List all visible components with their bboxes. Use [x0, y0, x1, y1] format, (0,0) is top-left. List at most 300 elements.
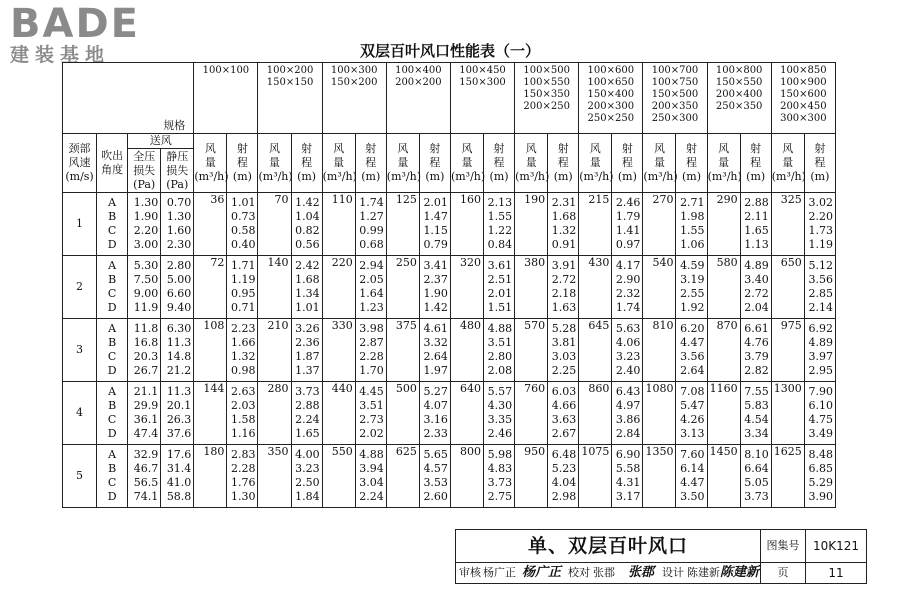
airflow-value: 760 [524, 382, 546, 395]
airflow-cell [771, 445, 804, 508]
total-loss-value: 9.00 [133, 287, 159, 300]
static-loss-value: 17.6 [166, 448, 192, 461]
throw-cell [676, 445, 707, 508]
airflow-value: 215 [588, 193, 610, 206]
throw-cell [484, 319, 515, 382]
throw-value: 4.59 [680, 259, 705, 272]
throw-value: 1.79 [615, 210, 641, 223]
page-number: 11 [828, 566, 844, 580]
airflow-value: 375 [395, 319, 417, 332]
total-loss-value: 36.1 [133, 413, 159, 426]
throw-value: 3.73 [744, 490, 769, 503]
static-loss-cell [161, 193, 194, 256]
throw-value: 3.53 [423, 476, 448, 489]
throw-value: 4.88 [487, 322, 513, 335]
size-group-header [771, 63, 835, 134]
throw-header [227, 134, 258, 193]
velocity-label-3: (m/s) [65, 170, 94, 183]
airflow-cell [258, 382, 291, 445]
throw-value: 2.20 [808, 210, 833, 223]
throw-value: 6.92 [808, 322, 833, 335]
size-label: 100×700 [651, 65, 699, 76]
static-loss-value: 11.3 [166, 385, 192, 398]
airflow-cell [579, 319, 612, 382]
static-loss-value: 6.60 [166, 287, 192, 300]
angle-value: D [107, 364, 117, 377]
airflow-cell [515, 193, 548, 256]
throw-cell [419, 445, 450, 508]
angle-value: D [107, 238, 117, 251]
throw-cell [740, 193, 771, 256]
angle-cell [97, 319, 128, 382]
airflow-value: 950 [524, 445, 546, 458]
static-loss-value: 1.60 [166, 224, 192, 237]
airflow-value: 108 [203, 319, 225, 332]
airflow-cell [194, 256, 227, 319]
throw-value: 4.83 [487, 462, 513, 475]
throw-value: 2.28 [359, 350, 384, 363]
throw-cell [227, 445, 258, 508]
size-group-header [450, 63, 514, 134]
airflow-cell [579, 256, 612, 319]
throw-value: 4.00 [295, 448, 320, 461]
total-loss-cell [128, 382, 161, 445]
throw-value: 2.33 [423, 427, 448, 440]
throw-value: 3.73 [295, 385, 320, 398]
throw-value: 3.40 [744, 273, 769, 286]
throw-value: 5.98 [487, 448, 513, 461]
throw-value: 2.01 [487, 287, 513, 300]
throw-value: 2.01 [423, 196, 448, 209]
throw-label-1: 射 [429, 142, 441, 155]
throw-header [355, 134, 386, 193]
airflow-cell [707, 256, 740, 319]
airflow-label-2: 量 [204, 156, 216, 169]
size-label: 100×500 [523, 65, 570, 76]
airflow-label-3: (m³/h) [322, 170, 357, 183]
throw-value: 3.35 [487, 413, 513, 426]
airflow-label-3: (m³/h) [771, 170, 806, 183]
throw-value: 1.51 [487, 301, 513, 314]
airflow-value: 110 [331, 193, 353, 206]
reviewer-name: 杨广正 [483, 566, 516, 579]
throw-value: 5.65 [423, 448, 448, 461]
throw-value: 3.61 [487, 259, 513, 272]
static-loss-value: 37.6 [166, 427, 192, 440]
static-loss-value: 26.3 [166, 413, 192, 426]
throw-value: 1.30 [230, 490, 256, 503]
throw-value: 1.13 [744, 238, 769, 251]
throw-cell [740, 256, 771, 319]
airflow-label-1: 风 [333, 142, 345, 155]
airflow-label-1: 风 [782, 142, 794, 155]
throw-value: 2.94 [359, 259, 384, 272]
throw-value: 2.13 [487, 196, 513, 209]
static-loss-value: 20.1 [166, 399, 192, 412]
throw-value: 2.40 [615, 364, 641, 377]
angle-value: D [107, 301, 117, 314]
angle-cell [97, 445, 128, 508]
throw-label-2: 程 [493, 156, 505, 169]
airflow-label-2: 量 [525, 156, 537, 169]
angle-cell [97, 382, 128, 445]
airflow-value: 570 [524, 319, 546, 332]
throw-value: 7.08 [680, 385, 705, 398]
throw-value: 1.98 [680, 210, 705, 223]
throw-cell [355, 319, 386, 382]
throw-value: 2.51 [487, 273, 513, 286]
throw-value: 2.23 [230, 322, 256, 335]
size-group-header [515, 63, 579, 134]
size-label: 200×400 [715, 89, 763, 100]
throw-value: 2.32 [615, 287, 641, 300]
throw-value: 7.55 [744, 385, 769, 398]
throw-value: 6.85 [808, 462, 833, 475]
size-label: 100×550 [523, 77, 570, 88]
watermark-brand: BADE [10, 1, 140, 47]
throw-value: 3.23 [615, 350, 641, 363]
velocity-cell: 4 [63, 382, 97, 445]
throw-value: 2.18 [551, 287, 577, 300]
throw-cell [291, 445, 322, 508]
throw-label-2: 程 [365, 156, 377, 169]
airflow-value: 70 [274, 193, 289, 206]
airflow-value: 870 [716, 319, 738, 332]
throw-value: 0.97 [615, 238, 641, 251]
static-loss-cell [161, 382, 194, 445]
throw-value: 1.87 [295, 350, 320, 363]
table-row [63, 319, 836, 382]
throw-value: 4.54 [744, 413, 769, 426]
airflow-label-1: 风 [718, 142, 730, 155]
airflow-cell [386, 319, 419, 382]
airflow-cell [643, 256, 676, 319]
airflow-value: 800 [460, 445, 482, 458]
airflow-value: 270 [652, 193, 674, 206]
airflow-label-1: 风 [204, 142, 216, 155]
throw-cell [227, 382, 258, 445]
total-loss-cell [128, 256, 161, 319]
velocity-label-1: 颈部 [68, 142, 91, 155]
throw-value: 6.64 [744, 462, 769, 475]
airflow-value: 290 [716, 193, 738, 206]
throw-value: 1.97 [423, 364, 448, 377]
throw-cell [612, 319, 643, 382]
total-loss-value: 47.4 [133, 427, 159, 440]
throw-label-3: (m) [232, 170, 252, 183]
throw-value: 5.28 [551, 322, 577, 335]
throw-value: 2.72 [551, 273, 577, 286]
airflow-cell [643, 193, 676, 256]
airflow-label-3: (m³/h) [194, 170, 229, 183]
throw-cell [740, 319, 771, 382]
throw-value: 4.04 [551, 476, 577, 489]
throw-value: 4.89 [744, 259, 769, 272]
throw-label-2: 程 [301, 156, 313, 169]
throw-cell [484, 445, 515, 508]
throw-cell [548, 319, 579, 382]
static-loss-value: 9.40 [166, 301, 192, 314]
size-label: 100×900 [780, 77, 827, 88]
throw-value: 0.56 [295, 238, 320, 251]
airflow-cell [322, 256, 355, 319]
size-group-header [322, 63, 386, 134]
throw-header [484, 134, 515, 193]
total-loss-value: 7.50 [133, 273, 159, 286]
airflow-value: 280 [267, 382, 289, 395]
throw-value: 1.71 [230, 259, 256, 272]
throw-cell [484, 256, 515, 319]
throw-label-2: 程 [814, 156, 826, 169]
throw-value: 1.01 [230, 196, 256, 209]
throw-value: 3.41 [423, 259, 448, 272]
table-row [63, 445, 836, 508]
throw-value: 1.74 [615, 301, 641, 314]
airflow-header [515, 134, 548, 193]
throw-cell [740, 445, 771, 508]
throw-cell [355, 193, 386, 256]
throw-value: 1.01 [295, 301, 320, 314]
throw-value: 2.55 [680, 287, 705, 300]
size-label: 100×800 [715, 65, 763, 76]
table-body [63, 63, 836, 508]
static-loss-cell [161, 256, 194, 319]
throw-value: 1.16 [230, 427, 256, 440]
throw-label-1: 射 [301, 142, 313, 155]
throw-value: 2.36 [295, 336, 320, 349]
airflow-value: 810 [652, 319, 674, 332]
spec-label: 规格 [163, 119, 186, 132]
throw-value: 1.68 [295, 273, 320, 286]
throw-value: 2.88 [744, 196, 769, 209]
airflow-header [450, 134, 486, 193]
airflow-value: 320 [460, 256, 482, 269]
throw-value: 4.47 [680, 476, 705, 489]
size-label: 100×100 [202, 65, 250, 76]
throw-value: 2.90 [615, 273, 641, 286]
throw-value: 5.23 [551, 462, 577, 475]
velocity-cell: 1 [63, 193, 97, 256]
static-loss-label-2: 损失 [166, 163, 189, 177]
angle-label-2: 角度 [101, 163, 124, 176]
airflow-label-3: (m³/h) [643, 170, 678, 183]
airflow-cell [515, 256, 548, 319]
airflow-cell [579, 445, 612, 508]
throw-value: 1.41 [615, 224, 641, 237]
atlas-number: 10K121 [806, 530, 866, 563]
throw-cell [355, 256, 386, 319]
static-loss-value: 21.2 [166, 364, 192, 377]
throw-value: 1.90 [423, 287, 448, 300]
throw-value: 6.90 [615, 448, 641, 461]
size-label: 150×150 [266, 77, 314, 88]
throw-value: 5.05 [744, 476, 769, 489]
total-loss-value: 29.9 [133, 399, 159, 412]
table-row [63, 382, 836, 445]
throw-cell [804, 445, 835, 508]
throw-value: 2.67 [551, 427, 577, 440]
throw-value: 3.50 [680, 490, 705, 503]
throw-value: 0.71 [230, 301, 256, 314]
throw-value: 2.46 [615, 196, 641, 209]
throw-value: 1.42 [423, 301, 448, 314]
checker-signature: 张郡 [628, 565, 655, 580]
size-label: 200×350 [651, 101, 699, 112]
throw-value: 1.06 [680, 238, 705, 251]
airflow-header [258, 134, 291, 193]
throw-value: 1.32 [551, 224, 577, 237]
airflow-value: 430 [588, 256, 610, 269]
size-label: 200×300 [587, 101, 635, 112]
static-loss-value: 1.30 [166, 210, 192, 223]
throw-header [291, 134, 322, 193]
throw-cell [804, 319, 835, 382]
airflow-cell [450, 445, 483, 508]
total-loss-value: 32.9 [133, 448, 159, 461]
throw-cell [291, 193, 322, 256]
designer-name: 陈建新 [687, 566, 720, 579]
size-label: 100×650 [587, 77, 635, 88]
throw-label-3: (m) [489, 170, 509, 183]
airflow-cell [707, 445, 740, 508]
airflow-value: 440 [331, 382, 353, 395]
airflow-cell [450, 382, 483, 445]
throw-value: 0.73 [230, 210, 256, 223]
airflow-label-2: 量 [782, 156, 794, 169]
throw-value: 5.12 [808, 259, 833, 272]
throw-cell [419, 256, 450, 319]
throw-label-1: 射 [621, 142, 633, 155]
airflow-label-1: 风 [397, 142, 409, 155]
airflow-value: 1625 [773, 445, 802, 458]
throw-value: 2.82 [744, 364, 769, 377]
angle-value: A [108, 322, 117, 335]
throw-value: 2.71 [680, 196, 705, 209]
throw-value: 2.31 [551, 196, 577, 209]
throw-value: 2.73 [359, 413, 384, 426]
airflow-cell [386, 193, 419, 256]
size-label: 100×300 [330, 65, 378, 76]
throw-label-1: 射 [365, 142, 377, 155]
throw-value: 7.90 [808, 385, 833, 398]
throw-value: 2.42 [295, 259, 320, 272]
static-loss-value: 6.30 [166, 322, 192, 335]
throw-value: 4.07 [423, 399, 448, 412]
total-loss-value: 74.1 [133, 490, 159, 503]
throw-value: 1.73 [808, 224, 833, 237]
airflow-cell [194, 445, 227, 508]
throw-value: 3.79 [744, 350, 769, 363]
throw-cell [612, 193, 643, 256]
throw-value: 3.19 [680, 273, 705, 286]
throw-value: 5.29 [808, 476, 833, 489]
size-label: 100×200 [266, 65, 314, 76]
size-label: 150×200 [330, 77, 378, 88]
throw-value: 2.95 [808, 364, 833, 377]
throw-value: 0.95 [230, 287, 256, 300]
angle-value: B [108, 336, 117, 349]
throw-cell [676, 193, 707, 256]
airflow-label-2: 量 [653, 156, 665, 169]
throw-value: 1.74 [359, 196, 384, 209]
throw-value: 3.91 [551, 259, 577, 272]
angle-value: B [108, 462, 117, 475]
airflow-label-2: 量 [333, 156, 345, 169]
size-label: 150×400 [587, 89, 635, 100]
throw-value: 1.64 [359, 287, 384, 300]
airflow-cell [771, 319, 804, 382]
angle-value: D [107, 427, 117, 440]
throw-value: 2.88 [295, 399, 320, 412]
reviewer-signature: 杨广正 [522, 565, 562, 580]
throw-label-3: (m) [810, 170, 830, 183]
review-label: 审核 [459, 566, 481, 579]
static-loss-value: 2.80 [166, 259, 192, 272]
throw-label-3: (m) [617, 170, 637, 183]
size-group-header [386, 63, 450, 134]
throw-cell [291, 382, 322, 445]
airflow-label-2: 量 [589, 156, 601, 169]
throw-value: 8.10 [744, 448, 769, 461]
velocity-cell: 2 [63, 256, 97, 319]
total-loss-value: 1.30 [133, 196, 159, 209]
total-loss-value: 56.5 [133, 476, 159, 489]
airflow-value: 540 [652, 256, 674, 269]
airflow-value: 550 [331, 445, 353, 458]
check-label: 校对 [568, 566, 590, 579]
size-label: 200×200 [395, 77, 442, 88]
throw-cell [227, 319, 258, 382]
checker-name: 张郡 [593, 566, 615, 579]
total-loss-cell [128, 445, 161, 508]
airflow-cell [579, 193, 612, 256]
throw-value: 0.58 [230, 224, 256, 237]
throw-value: 4.61 [423, 322, 448, 335]
airflow-value: 1080 [645, 382, 674, 395]
throw-value: 6.03 [551, 385, 577, 398]
throw-value: 2.50 [295, 476, 320, 489]
throw-value: 1.22 [487, 224, 513, 237]
static-loss-label-1: 静压 [166, 149, 189, 163]
total-loss-value: 3.00 [133, 238, 159, 251]
airflow-cell [515, 445, 548, 508]
throw-value: 0.40 [230, 238, 256, 251]
throw-value: 3.81 [551, 336, 577, 349]
throw-cell [419, 382, 450, 445]
airflow-value: 645 [588, 319, 610, 332]
throw-header [740, 134, 771, 193]
size-label: 250×350 [715, 101, 763, 112]
static-loss-cell [161, 445, 194, 508]
throw-value: 4.06 [615, 336, 641, 349]
throw-value: 0.99 [359, 224, 384, 237]
airflow-cell [386, 382, 419, 445]
throw-label-3: (m) [682, 170, 702, 183]
throw-value: 1.19 [808, 238, 833, 251]
airflow-cell [707, 319, 740, 382]
size-label: 150×350 [523, 89, 570, 100]
throw-label-1: 射 [814, 142, 826, 155]
throw-label-1: 射 [557, 142, 569, 155]
throw-value: 2.80 [487, 350, 513, 363]
airflow-cell [386, 256, 419, 319]
throw-value: 3.34 [744, 427, 769, 440]
throw-label-3: (m) [425, 170, 445, 183]
size-group-header [707, 63, 771, 134]
velocity-header [63, 134, 97, 193]
total-loss-value: 26.7 [133, 364, 159, 377]
airflow-value: 500 [395, 382, 417, 395]
